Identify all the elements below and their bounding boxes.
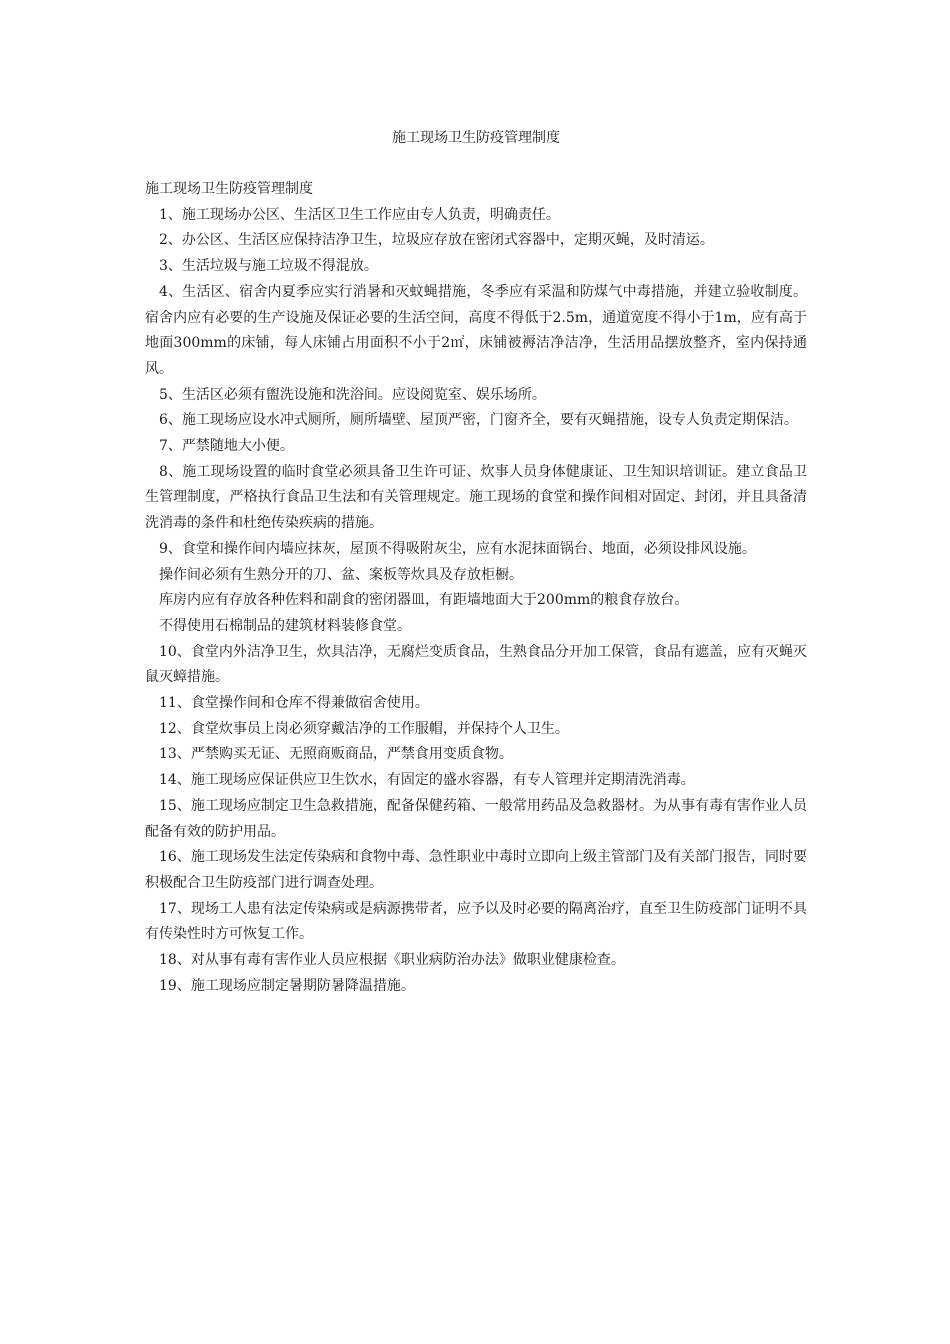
paragraph: 不得使用石棉制品的建筑材料装修食堂。 <box>159 617 411 634</box>
paragraph: 12、食堂炊事员上岗必须穿戴洁净的工作服帽，并保持个人卫生。 <box>159 720 569 737</box>
paragraph: 16、施工现场发生法定传染病和食物中毒、急性职业中毒时立即向上级主管部门及有关部门报告，同时要积极配合卫生防疫部门进行调查处理。 <box>145 849 807 891</box>
paragraph: 15、施工现场应制定卫生急救措施，配备保健药箱、一般常用药品及急救器材。为从事有毒有害作业人员配备有效的防护用品。 <box>145 797 807 840</box>
paragraph: 17、现场工人患有法定传染病或是病源携带者，应予以及时必要的隔离治疗，直至卫生防疫部门证明不具有传染性时方可恢复工作。 <box>145 900 807 943</box>
paragraph: 13、严禁购买无证、无照商贩商品，严禁食用变质食物。 <box>159 746 513 763</box>
document-body <box>145 177 807 1000</box>
paragraph: 11、食堂操作间和仓库不得兼做宿舍使用。 <box>159 695 429 712</box>
paragraph: 7、严禁随地大小便。 <box>159 438 294 455</box>
paragraph: 库房内应有存放各种佐料和副食的密闭器皿，有距墙地面大于200mm的粮食存放台。 <box>159 592 689 609</box>
paragraph: 5、生活区必须有盥洗设施和洗浴间。应设阅览室、娱乐场所。 <box>159 386 546 403</box>
paragraph: 3、生活垃圾与施工垃圾不得混放。 <box>159 258 378 275</box>
paragraph: 操作间必须有生熟分开的刀、盆、案板等炊具及存放柜橱。 <box>159 566 523 583</box>
paragraph: 6、施工现场应设水冲式厕所，厕所墙壁、屋顶严密，门窗齐全，要有灭蝇措施，设专人负责定期保洁。 <box>159 412 798 429</box>
paragraph: 4、生活区、宿舍内夏季应实行消暑和灭蚊蝇措施，冬季应有采温和防煤气中毒措施，并建立验收制度。宿舍内应有必要的生产设施及保证必要的生活空间，高度不得低于2.5m，通道宽度不得小于1m，应有高于地面300mm的床铺，每人床铺占用面积不小于2㎡，床铺被褥洁净洁净，生活用品摆放整齐，室内保持通风。 <box>145 283 807 377</box>
paragraph: 8、施工现场设置的临时食堂必须具备卫生许可证、炊事人员身体健康证、卫生知识培训证。建立食品卫生管理制度，严格执行食品卫生法和有关管理规定。施工现场的食堂和操作间相对固定、封闭，并且具备清洗消毒的条件和杜绝传染疾病的措施。 <box>145 463 807 532</box>
paragraph: 18、对从事有毒有害作业人员应根据《职业病防治办法》做职业健康检查。 <box>159 952 625 969</box>
document-subtitle: 施工现场卫生防疫管理制度 <box>145 181 313 197</box>
paragraph: 1、施工现场办公区、生活区卫生工作应由专人负责，明确责任。 <box>159 206 560 223</box>
paragraph: 10、食堂内外洁净卫生，炊具洁净，无腐烂变质食品，生熟食品分开加工保管，食品有遮盖，应有灭蝇灭鼠灭蟑措施。 <box>145 643 807 686</box>
document-title: 施工现场卫生防疫管理制度 <box>392 130 560 146</box>
paragraph: 2、办公区、生活区应保持洁净卫生，垃圾应存放在密闭式容器中，定期灭蝇，及时清运。 <box>159 232 714 249</box>
paragraph: 14、施工现场应保证供应卫生饮水，有固定的盛水容器，有专人管理并定期清洗消毒。 <box>159 772 695 789</box>
paragraph: 19、施工现场应制定暑期防暑降温措施。 <box>159 977 415 994</box>
paragraph: 9、食堂和操作间内墙应抹灰，屋顶不得吸附灰尘，应有水泥抹面锅台、地面，必须设排风设施。 <box>159 540 756 557</box>
